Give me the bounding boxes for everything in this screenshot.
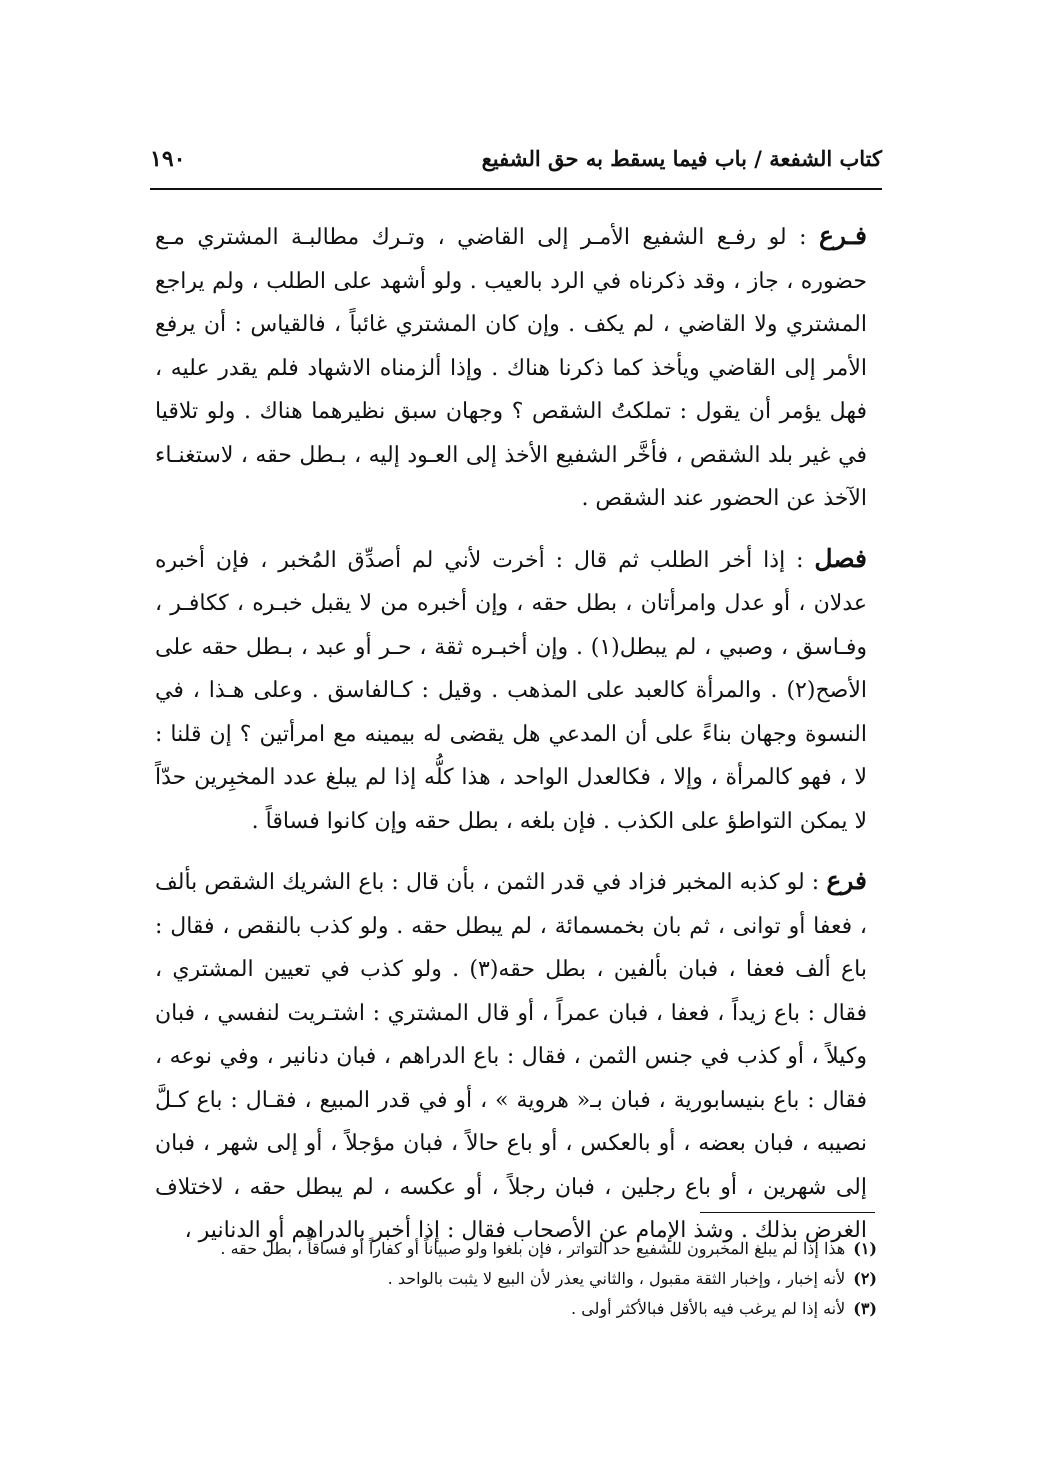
footnote	[155, 1294, 877, 1324]
body-text	[155, 214, 867, 1253]
section-lead: فصل	[814, 543, 867, 573]
header-title: كتاب الشفعة / باب فيما يسقط به حق الشفيع	[481, 146, 882, 171]
paragraph-far-1	[155, 214, 867, 521]
paragraph-text: : إذا أخر الطلب ثم قال : أخرت لأني لم أصدِّق المُخبر ، فإن أخبره عدلان ، أو عدل وامرأتان ، بطل حقه ، وإن أخبره من لا يقبل خبـره ، ككافـر ، وفـاسق ، وصبي ، لم يبطل(١) . وإن أخبـره ثقة ، حـر أو عبد ، بـطل حقه على الأصح(٢) . والمرأة كالعبد على المذهب . وقيل : كـالفاسق . وعلى هـذا ، في النسوة وجهان بناءً على أن المدعي هل يقضى له بيمينه مع امرأتين ؟ إن قلنا : لا ، فهو كالمرأة ، وإلا ، فكالعدل الواحد ، هذا كلُّه إذا لم يبلغ عدد المخبِرين حدّاً لا يمكن التواطؤ على الكذب . فإن بلغه ، بطل حقه وإن كانوا فساقاً .	[155, 547, 867, 834]
paragraph-far-2	[155, 859, 867, 1253]
footnote	[155, 1264, 877, 1294]
footnote-text: لأنه إخبار ، وإخبار الثقة مقبول ، والثاني يعذر لأن البيع لا يثبت بالواحد .	[387, 1269, 846, 1288]
footnote-mark: (٢)	[853, 1269, 877, 1288]
footnote-mark: (١)	[853, 1239, 877, 1258]
section-lead: فـرع	[819, 221, 867, 250]
page-number: ١٩٠	[150, 146, 186, 172]
footnote	[155, 1234, 877, 1264]
footnote-rule	[700, 1212, 875, 1213]
paragraph-fasl	[155, 537, 867, 844]
footnote-mark: (٣)	[853, 1299, 877, 1318]
paragraph-text: : لو كذبه المخبر فزاد في قدر الثمن ، بأن قال : باع الشريك الشقص بألف ، فعفا أو توانى ، ثم بان بخمسمائة ، لم يبطل حقه . ولو كذب بالنقص ، فقال : باع ألف فعفا ، فبان بألفين ، بطل حقه(٣) . ولو كذب في تعيين المشتري ، فقال : باع زيداً ، فعفا ، فبان عمراً ، أو قال المشتري : اشتـريت لنفسي ، فبان وكيلاً ، أو كذب في جنس الثمن ، فقال : باع الدراهم ، فبان دنانير ، وفي نوعه ، فقال : باع بنيسابورية ، فبان بـ« هروية » ، أو في قدر المبيع ، فقـال : باع كـلَّ نصيبه ، فبان بعضه ، أو بالعكس ، أو باع حالاً ، فبان مؤجلاً ، أو إلى شهر ، فبان إلى شهرين ، أو باع رجلين ، فبان رجلاً ، أو عكسه ، لم يبطل حقه ، لاختلاف الغرض بذلك . وشذ الإمام عن الأصحاب فقال : إذا أخبر بالدراهم أو الدنانير ،	[155, 870, 867, 1243]
section-lead: فرع	[826, 866, 867, 895]
footnotes	[155, 1234, 877, 1324]
footnote-text: لأنه إذا لم يرغب فيه بالأقل فبالأكثر أولى .	[571, 1299, 846, 1318]
footnote-text: هذا إذا لم يبلغ المخبرون للشفيع حد التواتر ، فإن بلغوا ولو صبياناً أو كفاراً أو فساقاً ، بطل حقه .	[220, 1239, 846, 1258]
paragraph-text: : لو رفـع الشفيع الأمـر إلى القاضي ، وتـرك مطالبـة المشتري مـع حضوره ، جاز ، وقد ذكرناه في الرد بالعيب . ولو أشهد على الطلب ، ولم يراجع المشتري ولا القاضي ، لم يكف . وإن كان المشتري غائباً ، فالقياس : أن يرفع الأمر إلى القاضي ويأخذ كما ذكرنا هناك . وإذا ألزمناه الاشهاد فلم يقدر عليه ، فهل يؤمر أن يقول : تملكتُ الشقص ؟ وجهان سبق نظيرهما هناك . ولو تلاقيا في غير بلد الشقص ، فأخَّر الشفيع الأخذ إلى العـود إليه ، بـطل حقه ، لاستغنـاء الآخذ عن الحضور عند الشقص .	[155, 225, 867, 511]
running-header	[150, 138, 882, 188]
header-rule	[150, 188, 882, 190]
